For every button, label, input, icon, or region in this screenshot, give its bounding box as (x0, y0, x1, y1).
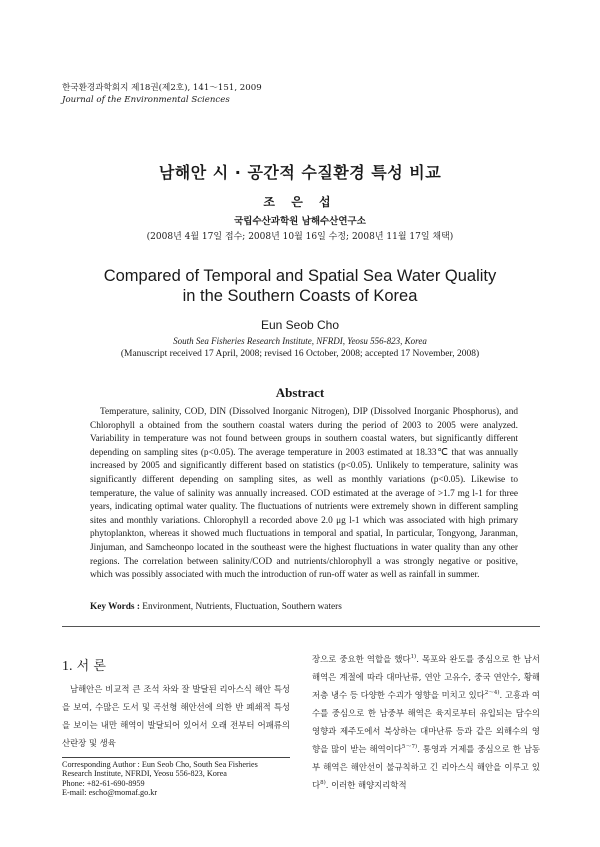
abstract-heading: Abstract (275, 385, 325, 400)
intro-text-part: 장으로 중요한 역할을 했다 (312, 654, 411, 664)
korean-title: 남해안 시 · 공간적 수질환경 특성 비교 (158, 163, 442, 182)
english-title-line2: in the Southern Coasts of Korea (182, 287, 418, 305)
footnote-email: E-mail: escho@momaf.go.kr (62, 788, 158, 798)
keywords (90, 602, 342, 612)
journal-header (62, 82, 262, 106)
footnote-phone: Phone: +82-61-690-8959 (62, 778, 145, 788)
section-divider (62, 626, 540, 627)
intro-text-part: . 목포와 완도를 중심으로 한 남서해역은 계절에 따라 대마난류, 연안 고유수, 중국 연안수, 황해저층 냉수 등 다양한 수괴가 영향을 미치고 있다 (312, 654, 540, 700)
english-affiliation: South Sea Fisheries Research Institute, NFRDI, Yeosu 556-823, Korea (173, 336, 427, 346)
intro-text-part: . 이러한 해양지리학적 (325, 780, 407, 790)
intro-text-part: . 고흥과 여수를 중심으로 한 남중부 해역은 육지로부터 유입되는 담수의 영향과 제주도에서 북상하는 대마난류 등과 같은 외해수의 영향을 많이 받는 해역이다 (312, 690, 540, 754)
reference-marker: 8) (320, 780, 326, 787)
reference-marker: 1) (410, 654, 417, 661)
english-title (0, 266, 600, 306)
english-author: Eun Seob Cho (260, 318, 340, 332)
section-heading (62, 655, 106, 675)
section-title: 서 론 (72, 659, 106, 674)
korean-affiliation: 국립수산과학원 남해수산연구소 (234, 216, 366, 227)
keywords-label: Key Words : (90, 602, 140, 612)
section-number: 1. (62, 659, 73, 674)
keywords-text: Environment, Nutrients, Fluctuation, Southern waters (139, 602, 342, 612)
footnote-line: Research Institute, NFRDI, Yeosu 556-823, Korea (62, 769, 227, 779)
footnote-line: Corresponding Author : Eun Seob Cho, South Sea Fisheries (62, 760, 258, 769)
intro-text-part: . 통영과 거제를 중심으로 한 남동부 해역은 해안선이 불규칙하고 긴 리아스식 해안을 이루고 있다 (312, 744, 540, 790)
corresponding-author-footnote (62, 760, 302, 798)
reference-marker: 2～4) (484, 690, 500, 697)
footnote-rule (62, 757, 290, 758)
journal-name-korean: 한국환경과학회지 제18권(제2호), 141～151, 2009 (62, 83, 262, 93)
korean-dates: (2008년 4월 17일 접수; 2008년 10월 16일 수정; 2008년 11월 17일 채택) (146, 232, 454, 242)
journal-name-english: Journal of the Environmental Sciences (62, 95, 230, 105)
english-title-line1: Compared of Temporal and Spatial Sea Water Quality (103, 267, 497, 285)
intro-right-column (312, 650, 540, 794)
korean-author: 조 은 섭 (263, 195, 337, 209)
english-dates: (Manuscript received 17 April, 2008; revised 16 October, 2008; accepted 17 November, 2008) (120, 349, 480, 359)
intro-left-column: 남해안은 비교적 큰 조석 차와 잘 발달된 리아스식 해안 특성을 보여, 수많은 도서 및 곡선형 해안선에 의한 반 폐쇄적 특성을 보이는 내만 해역이 발달되어 있어서 오래 전부터 어패류의 산란장 및 생육 (62, 684, 290, 748)
reference-marker: 5～7) (401, 744, 418, 751)
abstract-body: Temperature, salinity, COD, DIN (Dissolved Inorganic Nitrogen), DIP (Dissolved Inorganic Phosphorus), and Chlorophyll a obtained from the southern coastal waters during the period of 2003 to 2005 were analyzed. Variability in temperature was not found between groups in southern coastal waters, but significantly different depending on sampling sites (p<0.05). The average temperature in 2003 estimated at 18.33℃ that was annually increased by 2005 and significantly different based on statistics (p<0.05). Unlikely to temperature, salinity was significantly different depending on sampling sites, as well as monthly variations (p<0.05). Likewise to temperature, the value of salinity was annually increased. COD estimated at the average of >1.7 mg l-1 for three years, indicating optimal water quality. The fluctuations of nutrients were extremely shown in different sampling sites and monthly variations. Chlorophyll a recorded above 2.0 μg l-1 which was associated with high primary phytoplankton, whereas it showed much fluctuations in temporal and spatial, In particular, Tongyong, Jaranman, Jinjuman, and Samcheonpo located in the southeast were the highest fluctuations in water quality than any other regions. The correlation between salinity/COD and nutrients/chlorophyll a was strongly negative or positive, which was possibly associated with much the introduction of run-off water as well as rainfall in summer. (90, 407, 518, 581)
